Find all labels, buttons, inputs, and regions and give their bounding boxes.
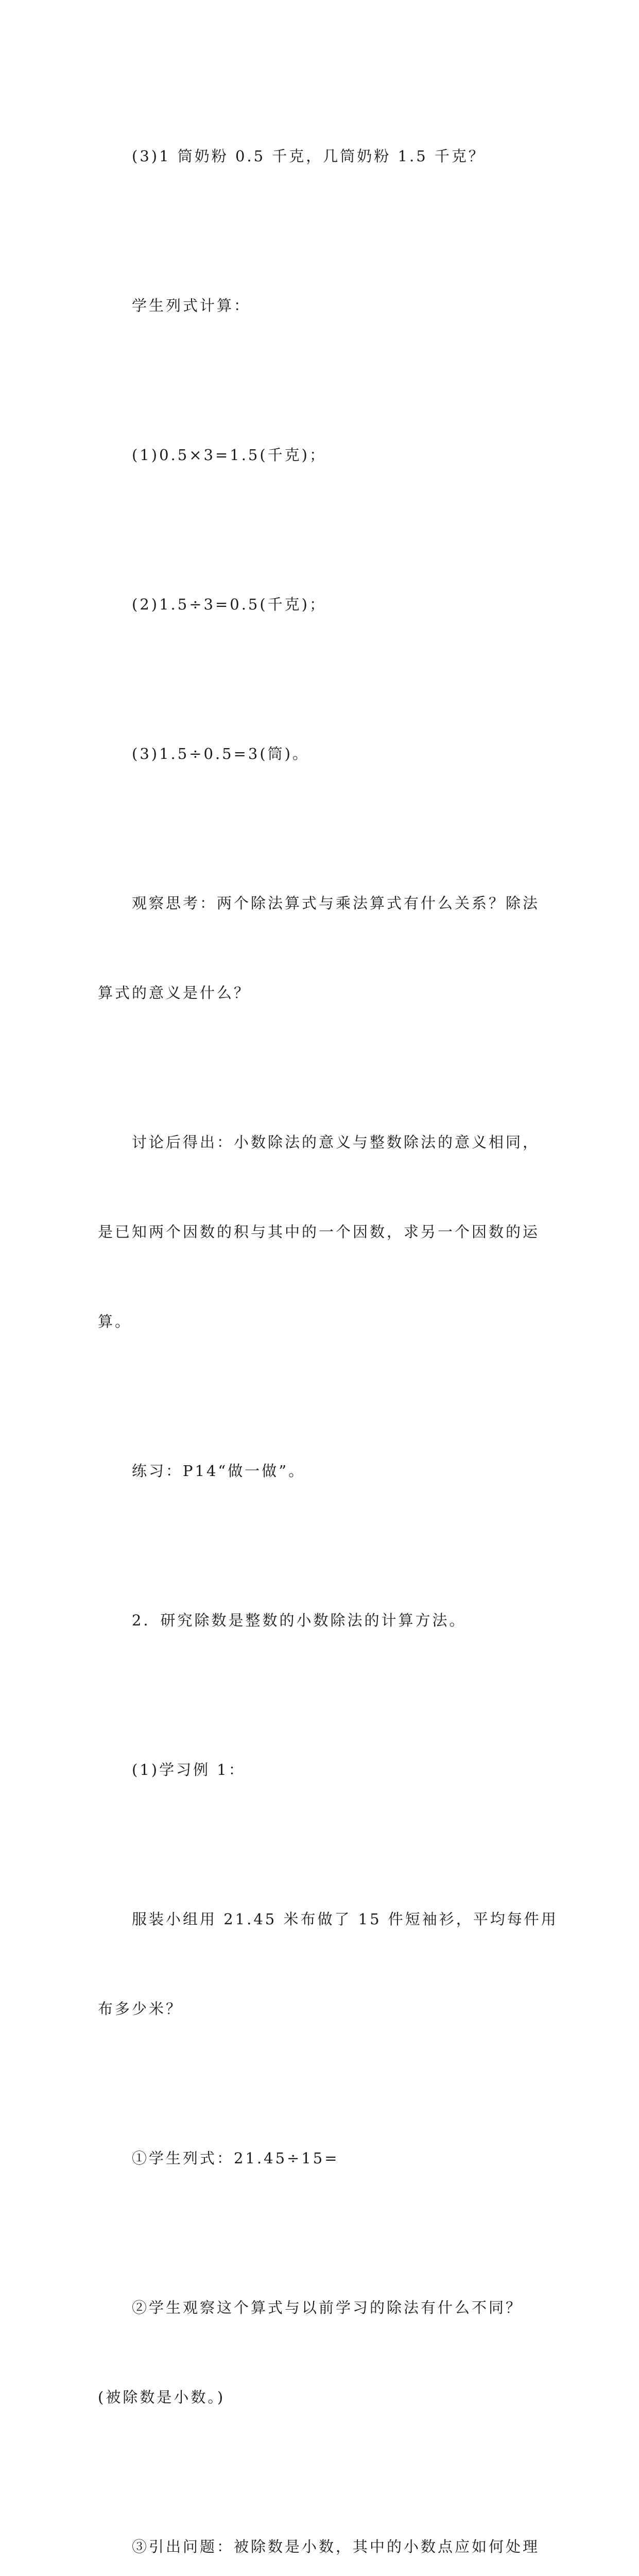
text-line: ③引出问题：被除数是小数，其中的小数点应如何处理	[132, 2538, 540, 2555]
text-line: 观察思考：两个除法算式与乘法算式有什么关系？除法	[132, 894, 540, 912]
text-line: (1)学习例 1：	[132, 1761, 246, 1778]
paragraph	[98, 828, 545, 1067]
text-line: (3)1.5÷0.5=3(筒)。	[132, 745, 309, 762]
paragraph	[98, 380, 545, 530]
paragraph	[98, 81, 545, 231]
text-line: (被除数是小数。)	[98, 2388, 226, 2406]
document-body	[98, 81, 558, 2576]
paragraph	[98, 679, 545, 828]
text-line: (3)1 筒奶粉 0.5 千克，几筒奶粉 1.5 千克？	[132, 147, 486, 165]
paragraph	[98, 530, 545, 679]
text-line: 布多少米？	[98, 2000, 183, 2018]
text-line: 练习：P14“做一做”。	[132, 1462, 306, 1480]
text-line: 2．研究除数是整数的小数除法的计算方法。	[132, 1612, 467, 1629]
text-line: 是已知两个因数的积与其中的一个因数，求另一个因数的运	[98, 1223, 540, 1241]
paragraph	[98, 1844, 558, 2083]
text-line: ①学生列式：21.45÷15=	[132, 2149, 339, 2167]
text-line: ②学生观察这个算式与以前学习的除法有什么不同？	[132, 2299, 523, 2316]
text-line: 算。	[98, 1313, 132, 1330]
paragraph	[98, 1695, 545, 1844]
text-line: 学生列式计算：	[132, 297, 251, 314]
text-line: (1)0.5×3=1.5(千克)；	[132, 446, 326, 464]
paragraph	[98, 1067, 545, 1396]
paragraph	[98, 2083, 545, 2233]
text-line: 算式的意义是什么？	[98, 984, 251, 1002]
paragraph	[98, 231, 545, 380]
text-line: 讨论后得出：小数除法的意义与整数除法的意义相同，	[132, 1133, 540, 1151]
text-line: (2)1.5÷3=0.5(千克)；	[132, 596, 326, 613]
paragraph	[98, 1396, 545, 1546]
text-line: 服装小组用 21.45 米布做了 15 件短袖衫，平均每件用	[132, 1910, 558, 1928]
paragraph	[98, 1546, 545, 1695]
paragraph	[98, 2233, 545, 2472]
paragraph	[98, 2472, 545, 2576]
